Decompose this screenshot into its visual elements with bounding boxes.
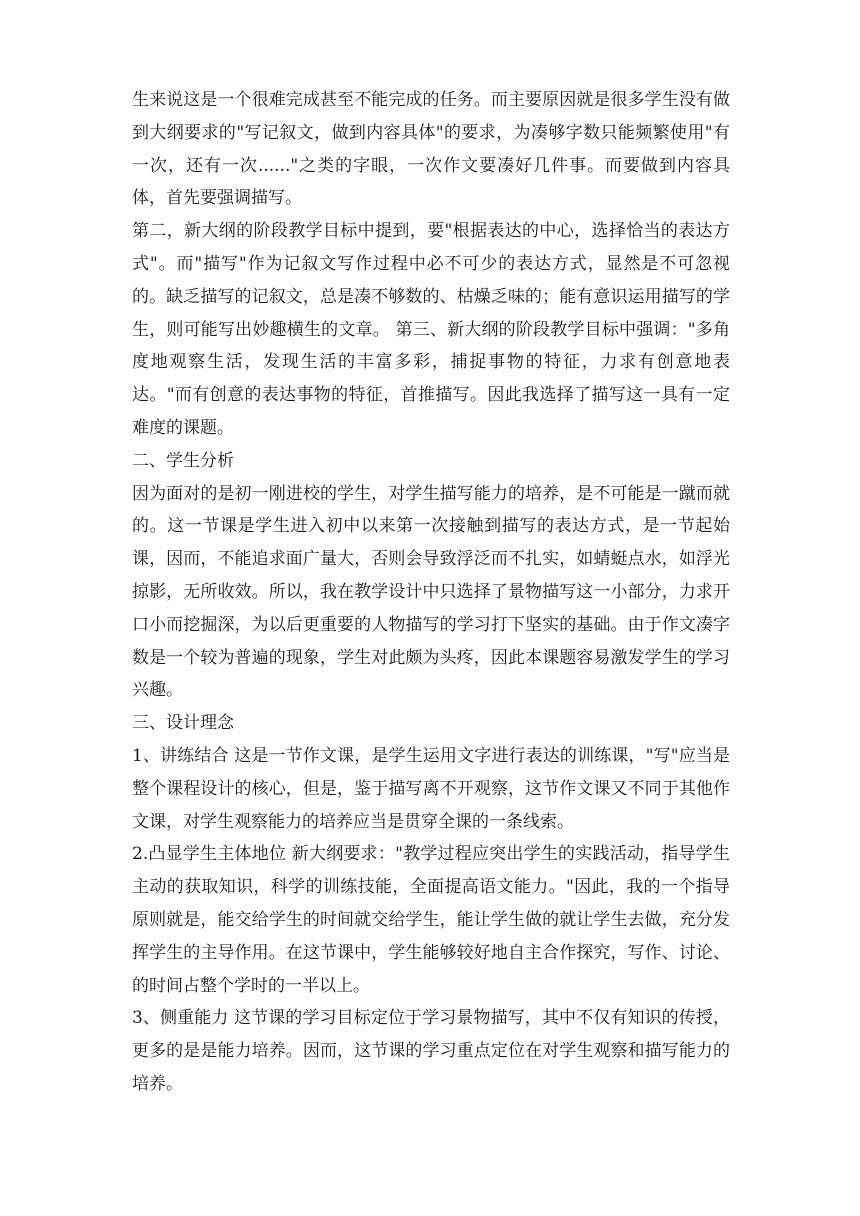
paragraph-student-analysis: 因为面对的是初一刚进校的学生，对学生描写能力的培养，是不可能是一蹴而就的。这一节课是学生进入初中以来第一次接触到描写的表达方式，是一节起始课，因而，不能追求面广量大，否则会导致浮泛而不扎实，如蜻蜓点水，如浮光掠影，无所收效。所以，我在教学设计中只选择了景物描写这一小部分，力求开口小而挖掘深，为以后更重要的人物描写的学习打下坚实的基础。由于作文凑字数是一个较为普遍的现象，学生对此颇为头疼，因此本课题容易激发学生的学习兴趣。 [132,483,730,701]
paragraph-concept-1: 1、讲练结合 这是一节作文课，是学生运用文字进行表达的训练课，"写"应当是整个课程设计的核心，但是，鉴于描写离不开观察，这节作文课又不同于其他作文课，对学生观察能力的培养应当是贯穿全课的一条线索。 [132,745,730,832]
section-heading-design-concept: 三、设计理念 [132,713,234,734]
paragraph-second-third-points: 第二，新大纲的阶段教学目标中提到，要"根据表达的中心，选择恰当的表达方式"。而"描写"作为记叙文写作过程中必不可少的表达方式，显然是不可忽视的。缺乏描写的记叙文，总是凑不够数的、枯燥乏味的；能有意识运用描写的学生，则可能写出妙趣横生的文章。 第三、新大纲的阶段教学目标中强调："多角度地观察生活，发现生活的丰富多彩，捕捉事物的特征，力求有创意地表达。"而有创意的表达事物的特征，首推描写。因此我选择了描写这一具有一定难度的课题。 [132,221,730,438]
paragraph-intro-continuation: 生来说这是一个很难完成甚至不能完成的任务。而主要原因就是很多学生没有做到大纲要求的"写记叙文，做到内容具体"的要求，为凑够字数只能频繁使用"有一次，还有一次......"之类的字眼，一次作文要凑好几件事。而要做到内容具体，首先要强调描写。 [132,90,730,209]
section-heading-student-analysis: 二、学生分析 [132,450,234,471]
paragraph-concept-2: 2.凸显学生主体地位 新大纲要求："教学过程应突出学生的实践活动，指导学生主动的获取知识，科学的训练技能，全面提高语文能力。"因此，我的一个指导原则就是，能交给学生的时间就交给学生，能让学生做的就让学生去做，充分发挥学生的主导作用。在这节课中，学生能够较好地自主合作探究，写作、讨论、的时间占整个学时的一半以上。 [132,844,730,996]
document-body [132,84,730,1101]
paragraph-concept-3: 3、侧重能力 这节课的学习目标定位于学习景物描写，其中不仅有知识的传授，更多的是是能力培养。因而，这节课的学习重点定位在对学生观察和描写能力的培养。 [132,1008,730,1094]
